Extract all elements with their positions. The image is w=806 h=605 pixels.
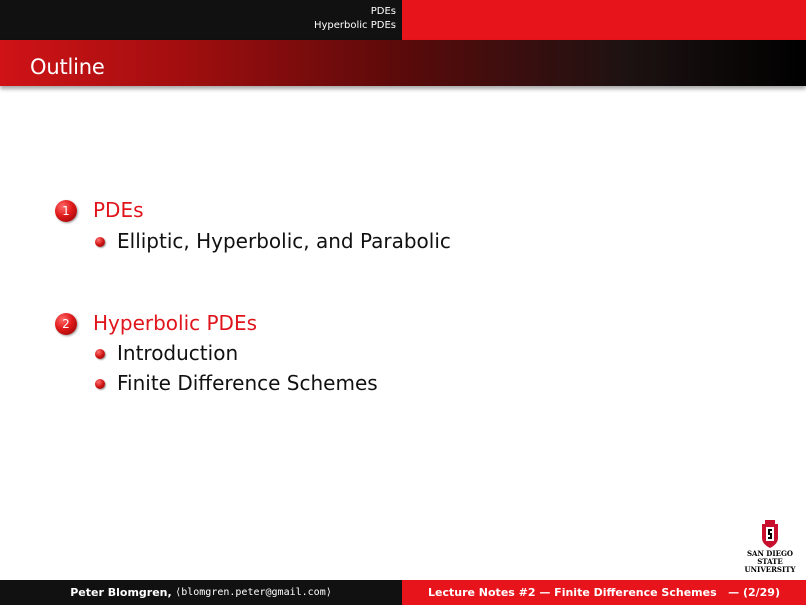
footer-title-panel	[402, 580, 806, 605]
footer-author: Peter Blomgren,	[70, 586, 172, 599]
section-number-badge: 1	[55, 200, 77, 222]
footer-page-number: — (2/29)	[728, 586, 780, 599]
outline-item-elliptic-hyperbolic-parabolic[interactable]: Elliptic, Hyperbolic, and Parabolic	[117, 229, 451, 253]
footer-bar	[0, 580, 806, 605]
section-number-badge: 2	[55, 313, 77, 335]
frame-title: Outline	[30, 55, 105, 79]
sdsu-shield-icon	[760, 520, 780, 548]
outline-item-introduction[interactable]: Introduction	[117, 341, 239, 365]
bullet-icon	[95, 349, 105, 359]
outline-section-hyperbolic-pdes[interactable]: Hyperbolic PDEs	[93, 311, 258, 335]
bullet-icon	[95, 379, 105, 389]
nav-section-hyperbolic-pdes[interactable]: Hyperbolic PDEs	[313, 20, 396, 31]
nav-section-pdes[interactable]: PDEs	[370, 6, 396, 17]
footer-email: ⟨blomgren.peter@gmail.com⟩	[175, 587, 332, 598]
footer-lecture-title: Lecture Notes #2 — Finite Difference Schemes	[428, 586, 717, 599]
footer-author-panel	[0, 580, 402, 605]
outline-section-pdes[interactable]: PDEs	[93, 198, 144, 222]
sdsu-logo	[738, 520, 802, 574]
bullet-icon	[95, 237, 105, 247]
outline-item-finite-difference-schemes[interactable]: Finite Difference Schemes	[117, 371, 378, 395]
sdsu-logo-text: SAN DIEGO STATE UNIVERSITY	[744, 549, 796, 574]
